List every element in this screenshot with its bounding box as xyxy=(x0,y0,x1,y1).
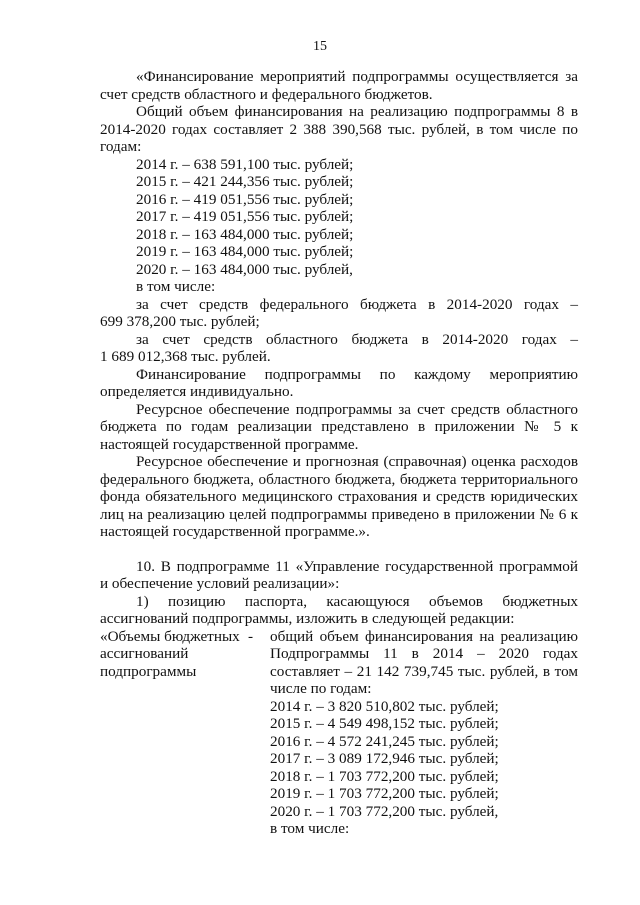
financing-individual-line: определяется индивидуально. xyxy=(100,383,294,400)
in-total-label: в том числе: xyxy=(136,278,216,295)
passport-label-line: подпрограммы xyxy=(100,662,197,680)
paragraph-total-funding: Общий объем финансирования на реализацию подпрограммы 8 в 2014-2020 годах составляет 2 388 390,568 тыс. рублей, в том числе по годам: xyxy=(100,103,578,155)
year-item: 2018 г. – 1 703 772,200 тыс. рублей; xyxy=(270,767,499,785)
year-item: 2017 г. – 3 089 172,946 тыс. рублей; xyxy=(270,750,499,767)
passport-value-line: составляет – 21 142 739,745 тыс. рублей, в том xyxy=(270,662,578,680)
page-number: 15 xyxy=(313,39,327,54)
passport-dash: - xyxy=(248,627,254,645)
regional-budget-line: за счет средств областного бюджета в 2014-2020 годах – xyxy=(136,330,578,348)
federal-budget-line: за счет средств федерального бюджета в 2014-2020 годах – xyxy=(136,295,578,313)
passport-label-line: ассигнований xyxy=(100,645,189,662)
paragraph-funding-sources: «Финансирование мероприятий подпрограммы осуществляется за счет средств областного и федерального бюджетов. xyxy=(100,68,578,103)
year-item: 2014 г. – 638 591,100 тыс. рублей; xyxy=(136,155,354,173)
passport-label-column xyxy=(100,628,260,681)
year-item: 2015 г. – 421 244,356 тыс. рублей; xyxy=(136,173,354,190)
year-item: 2019 г. – 1 703 772,200 тыс. рублей; xyxy=(270,785,499,802)
document-body xyxy=(100,68,578,838)
year-item: 2014 г. – 3 820 510,802 тыс. рублей; xyxy=(270,697,499,715)
section-gap xyxy=(100,541,578,558)
year-item: 2015 г. – 4 549 498,152 тыс. рублей; xyxy=(270,715,499,732)
passport-table xyxy=(100,628,578,838)
year-item: 2020 г. – 163 484,000 тыс. рублей, xyxy=(136,260,353,278)
year-item: 2016 г. – 4 572 241,245 тыс. рублей; xyxy=(270,732,499,750)
paragraph-resource-provision: Ресурсное обеспечение подпрограммы за счет средств областного бюджета по годам реализации представлено в приложении № 5 к настоящей государственной программе. xyxy=(100,400,578,453)
in-total-label: в том числе: xyxy=(270,820,350,837)
year-item: 2019 г. – 163 484,000 тыс. рублей; xyxy=(136,243,354,260)
year-item: 2020 г. – 1 703 772,200 тыс. рублей, xyxy=(270,802,499,820)
paragraph-subprogram-11: 10. В подпрограмме 11 «Управление государственной программой и обеспечение условий реализации»: xyxy=(100,557,578,592)
financing-per-activity-line: Финансирование подпрограммы по каждому мероприятию xyxy=(136,365,578,383)
year-item: 2018 г. – 163 484,000 тыс. рублей; xyxy=(136,225,354,243)
year-list-subprogram-11 xyxy=(270,698,578,838)
federal-budget-amount: 699 378,200 тыс. рублей; xyxy=(100,313,260,330)
year-item: 2017 г. – 419 051,556 тыс. рублей; xyxy=(136,208,354,225)
year-item: 2016 г. – 419 051,556 тыс. рублей; xyxy=(136,190,354,208)
passport-value-line: Подпрограммы 11 в 2014 – 2020 годах xyxy=(270,645,578,662)
passport-label-line: «Объемы бюджетных xyxy=(100,627,240,645)
paragraph-forecast-estimate: Ресурсное обеспечение и прогнозная (справочная) оценка расходов федерального бюджета, областного бюджета, бюджета территориального фонда обязательного медицинского страхования и средств юридических лиц на реализацию целей подпрограммы приведено в приложении № 6 к настоящей государственной программе.». xyxy=(100,453,578,540)
item-1-continuation: ассигнований подпрограммы, изложить в следующей редакции: xyxy=(100,610,515,627)
passport-value-line: общий объем финансирования на реализацию xyxy=(270,627,578,645)
passport-value-line: числе по годам: xyxy=(270,680,372,697)
passport-value-column xyxy=(270,628,578,838)
year-list-subprogram-8 xyxy=(100,156,578,296)
item-1-line: 1) позицию паспорта, касающуюся объемов бюджетных xyxy=(136,592,578,610)
regional-budget-amount: 1 689 012,368 тыс. рублей. xyxy=(100,348,271,365)
